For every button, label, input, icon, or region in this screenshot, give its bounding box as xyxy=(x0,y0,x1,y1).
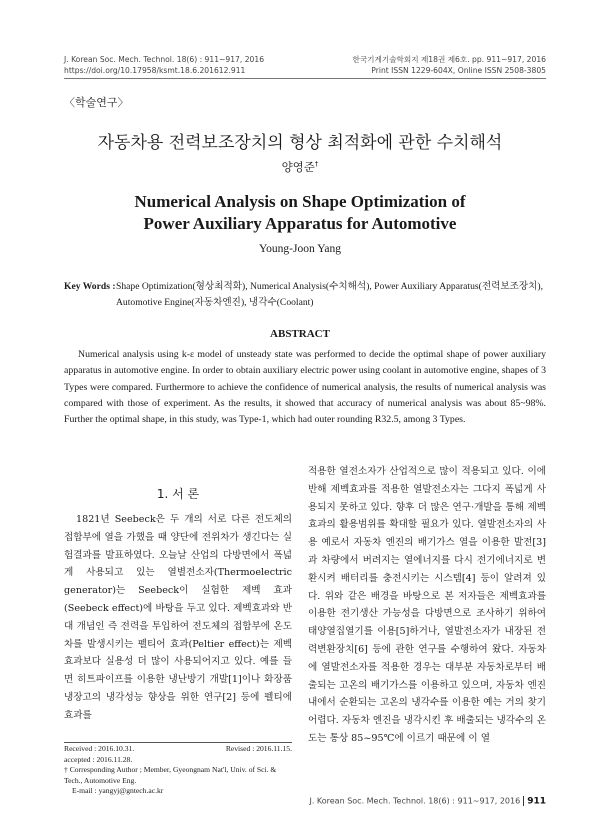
running-header-right xyxy=(353,54,546,76)
footnote-block xyxy=(64,744,292,797)
corresponding-author-mark: † xyxy=(314,160,319,169)
section-heading-introduction: 1. 서 론 xyxy=(156,487,200,501)
received-date: Received : 2016.10.31. xyxy=(64,744,135,753)
title-english-line-1: Numerical Analysis on Shape Optimization of xyxy=(134,192,466,211)
body-paragraph-left: 1821년 Seebeck은 두 개의 서로 다른 전도체의 접합부에 열을 가했을 때 양단에 전위차가 생긴다는 실험결과를 발표하였다. 오늘날 산업의 다방면에서 폭넓게 사용되고 있는 열별전소자(Thermoelectric generator)는 Seebeck이 실험한 제벡 효과(Seebeck effect)에 바탕을 두고 있다. 제벡효과와 반대 개념인 즉 전력을 투입하여 전도체의 접합부에 온도차를 발생시키는 펠티어 효과(Peltier effect)는 제벡효과보다 실용성 더 많이 사용되어지고 있다. 예를 들면 히트파이프를 이용한 냉난방기 개발[1]이나 화장품 냉장고의 냉각성능 향상을 위한 연구[2] 등에 펠티에 효과를 xyxy=(64,514,292,721)
article-category: 〈학술연구〉 xyxy=(64,96,129,109)
keywords-text: Shape Optimization(형상최적화), Numerical Analysis(수치해석), Power Auxiliary Apparatus(전력보조장치), Automotive Engine(자동차엔진), 냉각수(Coolant) xyxy=(116,281,544,308)
author-korean: 양영준 xyxy=(281,160,315,174)
keywords-label: Key Words : xyxy=(64,281,116,292)
title-korean: 자동차용 전력보조장치의 형상 최적화에 관한 수치해석 xyxy=(97,133,503,153)
page-number: 911 xyxy=(527,796,546,807)
footnote-dates-row xyxy=(64,744,292,755)
revised-date: Revised : 2016.11.15. xyxy=(225,744,292,753)
journal-citation: J. Korean Soc. Mech. Technol. 18(6) : 911~917, 2016 xyxy=(64,55,265,64)
accepted-date: accepted : 2016.11.28. xyxy=(64,754,133,764)
left-column xyxy=(64,485,292,725)
keywords-block xyxy=(64,279,546,311)
title-english xyxy=(0,191,600,235)
title-english-line-2: Power Auxiliary Apparatus for Automotive xyxy=(143,214,457,233)
running-header-left xyxy=(64,54,264,76)
body-paragraph-right: 적용한 열전소자가 산업적으로 많이 적용되고 있다. 이에 반해 제벡효과를 적용한 열발전소자는 그다지 폭넓게 사용되지 못하고 있다. 향후 더 많은 연구·개발을 통해 제벡효과의 활용범위를 확대할 필요가 있다. 열발전소자의 사용 예로서 자동차 엔진의 배기가스 열을 이용한 발전[3]과 차량에서 버려지는 열에너지를 다시 전기에너지로 변환시켜 배터리를 충전시키는 시스템[4] 등이 알려져 있다. 위와 같은 배경을 바탕으로 본 저자들은 제벡효과를 이용한 전기생산 가능성을 다방면으로 조사하기 위하여 태양열집열기를 이용[5]하거나, 열발전소자가 내장된 전력변환장치[6] 등에 관한 연구를 수행하여 왔다. 자동차에 열발전소자를 적용한 경우는 대부분 자동차로부터 배출되는 고온의 배기가스를 이용하고 있으며, 자동차 엔진 내에서 순환되는 고온의 냉각수를 이용한 예는 거의 찾기 어렵다. 자동차 엔진을 냉각시킨 후 배출되는 냉각수의 온도는 통상 85~95℃에 이르기 때문에 이 열 xyxy=(308,466,546,744)
abstract-heading: ABSTRACT xyxy=(270,328,330,340)
doi-link[interactable]: https://doi.org/10.17958/ksmt.18.6.201612.911 xyxy=(64,66,246,75)
page-footer xyxy=(309,796,546,807)
author-email[interactable]: E-mail : yangyj@gntech.ac.kr xyxy=(72,786,164,796)
author-korean-block xyxy=(0,159,600,175)
issn-line: Print ISSN 1229-604X, Online ISSN 2508-3805 xyxy=(371,66,546,75)
footnote-divider xyxy=(64,742,292,743)
footer-journal-citation: J. Korean Soc. Mech. Technol. 18(6) : 911~917, 2016 xyxy=(309,796,521,806)
author-english: Young-Joon Yang xyxy=(259,243,341,255)
corresponding-author-note: † Corresponding Author ; Member, Gyeongnam Nat'l, Univ. of Sci. & Tech., Automotive Eng. xyxy=(64,765,277,785)
right-column xyxy=(308,463,546,748)
journal-citation-korean: 한국기계기술학회지 제18권 제6호. pp. 911~917, 2016 xyxy=(352,55,546,64)
footer-separator xyxy=(523,796,524,806)
header-divider xyxy=(64,78,546,79)
abstract-text: Numerical analysis using k-ε model of unsteady state was performed to decide the optimal shape of power auxiliary apparatus in automotive engine. In order to obtain auxiliary electric power using coolant in automotive engine, shapes of 3 Types were compared. Furthermore to achieve the confidence of numerical analysis, the results of numerical analysis was compared with those of experiment. As the results, it showed that accuracy of numerical analysis was about 85~98%. Further the optimal shape, in this study, was Type-1, which had outer rounding R32.5, among 3 Types. xyxy=(64,349,546,426)
